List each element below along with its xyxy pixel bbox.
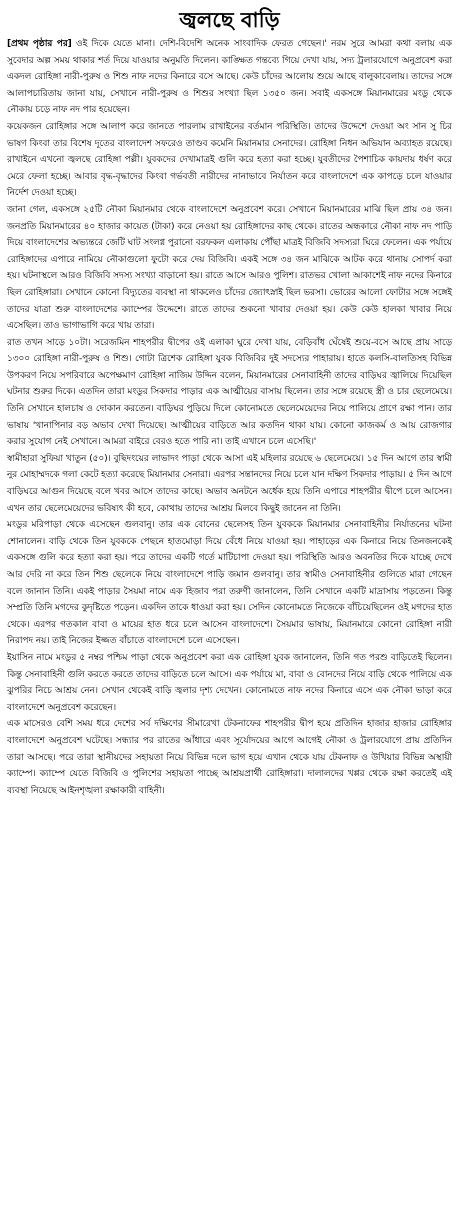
continued-tag: [প্রথম পৃষ্ঠার পর] [7, 39, 72, 49]
article-paragraph: এক মাসেরও বেশি সময় ধরে দেশের সর্ব দক্ষিণের সীমারেখা টেকনাফের শাহপরীর দ্বীপ হয়ে প্রতিদিন হাজার হাজার রোহিঙ্গার বাংলাদেশে অনুপ্রবেশ ঘটেছে। সন্ধ্যার পর রাতের আঁধারে এবং সূর্যোদয়ের আগে আগেই নৌকা ও ট্রলারযোগে প্রায় প্রতিদিন তারা আসছে। পরে তারা স্থানীয়দের সহায়তা নিয়ে বিভিন্ন দলে ভাগ হয়ে এখান থেকে যায় টেকনাফ ও উখিয়ার বিভিন্ন অস্থায়ী ক্যাম্পে। ক্যাম্পে যেতে বিজিবি ও পুলিশের সহায়তা পাচ্ছে আশ্রয়প্রার্থী রোহিঙ্গারা। দালালদের খপ্পর থেকে রক্ষা করতেই এই ব্যবস্থা নিয়েছে আইনশৃঙ্খলা রক্ষাকারী বাহিনী। [7, 719, 452, 796]
article-paragraph: জানা গেল, একসঙ্গে ২৫টি নৌকা মিয়ানমার থেকে বাংলাদেশে অনুপ্রবেশ করে। সেখানে মিয়ানমারের মাঝি ছিল প্রায় ৩৪ জন। জনপ্রতি মিয়ানমারের ৪০ হাজার কায়েত (টাকা) করে নেওয়া হয় রোহিঙ্গাদের কাছ থেকে। রাতের অন্ধকারে নৌকা নাফ নদ পাড়ি দিয়ে বাংলাদেশের অভ্যন্তরে জেটি ঘাট সংলগ্ন পুরানো বরফকল এলাকায় পৌঁছা মাত্রই বিজিবি সদস্যরা ঘিরে ফেলেন। এক পর্যায়ে রোহিঙ্গাদের এপারে নামিয়ে নৌকাগুলো ফুটো করে দেয় বিজিবি। একই সঙ্গে ৩৪ জন মাঝিকে আটক করে থানায় সোপর্দ করা হয়। ঘটনাস্থলে আরও বিজিবি সদস্য সংখ্যা বাড়ানো হয়। রাতে আসে আরও পুলিশ। রাতভর খোলা আকাশেই নাফ নদের কিনারে ছিল রোহিঙ্গারা। সেখানে কোনো বিদ্যুতের ব্যবস্থা না থাকলেও চাঁদের জ্যোৎস্নাই ছিল ভরসা। ভোরের আলো ফোটার সঙ্গে সঙ্গেই তাদের যাত্রা শুরু বাংলাদেশের ক্যাম্পের উদ্দেশে। রাতে তাদের শুকনো খাবার দেওয়া হয়। কেউ কেউ হালকা খাবার নিয়ে এসেছিল। তাও ভাগাভাগি করে খায় তারা। [7, 204, 452, 332]
article-paragraph: কয়েকজন রোহিঙ্গার সঙ্গে আলাপ করে জানতে পারলাম রাখাইনের বর্তমান পরিস্থিতি। তাদের উদ্দেশে দেওয়া অং সান সু চির ভাষণ কিংবা তার বিশেষ দূতের বাংলাদেশ সফরেও তাণ্ডব কমেনি মিয়ানমার সেনাদের। রোহিঙ্গা নিধন অভিযান অব্যাহত রয়েছে। রাখাইনে এখনো জ্বলছে রোহিঙ্গা পল্লী। যুবকদের দেখামাত্রই গুলি করে হত্যা করা হচ্ছে। যুবতীদের পৈশাচিক কায়দায় ধর্ষণ করে মেরে ফেলা হচ্ছে। আবার বৃদ্ধ-বৃদ্ধাদের কিংবা গর্ভবতী নারীদের নানাভাবে নির্যাতন করে বাংলাদেশে এক কাপড়ে চলে যাওয়ার নির্দেশ দেওয়া হচ্ছে। [7, 121, 452, 199]
article-paragraph: স্বামীহারা সুফিয়া খাতুন (৫০)। বুছিদংয়ের লাভাদং পাড়া থেকে আসা এই মহিলার রয়েছে ৬ ছেলেমেয়ে। ১৫ দিন আগে তার স্বামী নুর মোহাম্মদকে গলা কেটে হত্যা করেছে মিয়ানমার সেনারা। এরপর সন্তানদের নিয়ে চলে যান দক্ষিণ সিকদার পাড়ায়। ৫ দিন আগে বাড়িঘরে আগুন দিয়েছে বলে খবর আসে তাদের কাছে। অভাব অনটনে অর্ধেক হয়ে তিনি এপারে শাহপরীর দ্বীপে চলে আসেন। এখন তার ছেলেমেয়েদের ভবিষ্যৎ কী হবে, কোথায় তাদের আশ্রয় মিলবে কিছুই জানেন না তিনি। [7, 453, 452, 514]
headline: জ্বলছে বাড়ি [179, 8, 280, 32]
article-paragraph: মংডুর মরিপাড়া থেকে এসেছেন গুলবানু। তার এক বোনের ছেলেসহ তিন যুবককে মিয়ানমার সেনাবাহিনীর নির্যাতনের ঘটনা শোনালেন। বাড়ি থেকে তিন যুবককে পেছনে হাতমোড়া দিয়ে বেঁধে নিয়ে যাওয়া হয়। পাহাড়ের এক কিনারে নিয়ে তিনজনকেই একসঙ্গে গুলি করে হত্যা করা হয়। পরে তাদের একটি গর্তে মাটিচাপা দেওয়া হয়। পরিস্থিতি আরও অবনতির দিকে যাচ্ছে দেখে আর দেরি না করে তিন শিশু ছেলেকে নিয়ে বাংলাদেশে পাড়ি জমান গুলবানু। তার স্বামীও সেনাবাহিনীর গুলিতে মারা গেছেন বলে জানান তিনি। একই পাড়ার সৈয়মা নামে এক হিজাব পরা তরুণী জানালেন, তিনি সেখানে একটি মাদ্রাসায় পড়তেন। কিন্তু সম্প্রতি তিনি মগদের কুদৃষ্টিতে পড়েন। একদিন তাকে ধাওয়া করা হয়। সেদিন কোনোমতে নিজেকে বাঁচিয়েছিলেন ওই মগদের হাত থেকে। এরপর গতকাল বাবা ও মায়ের হাত ধরে চলে আসেন বাংলাদেশে। সৈয়মার ভাষায়, মিয়ানমারে কোনো রোহিঙ্গা নারী নিরাপদ নয়। তাই নিজের ইজ্জত বাঁচাতে বাংলাদেশে চলে এসেছেন। [7, 520, 452, 647]
paragraph-text: ওই দিকে যেতে মানা। দেশি-বিদেশি অনেক সাংবাদিক ফেরত গেছেন।' নরম সুরে আমরা কথা বলায় এক সুবেদার অল্প সময় থাকার শর্ত দিয়ে যাওয়ার অনুমতি দিলেন। কাঙ্ক্ষিত গন্তব্যে গিয়ে দেখা যায়, সদ্য ট্রলারযোগে অনুপ্রবেশ করা একদল রোহিঙ্গা নারী-পুরুষ ও শিশু নাফ নদের কিনারে বসে আছে। কেউ চাঁদের আলোয় শুয়ে আছে বালুকাবেলায়। তাদের সঙ্গে আলাপচারিতায় জানা যায়, সেখানে নারী-পুরুষ ও শিশুর সংখ্যা ছিল ১৩৫০ জন। সবাই একসঙ্গে মিয়ানমারের মংডু থেকে নৌকায় চড়ে নাফ নদ পার হয়েছেন। [7, 39, 452, 116]
article-body [7, 36, 452, 799]
article-paragraph: ইয়াসিন নামে মংডুর ৫ নম্বর পশ্চিম পাড়া থেকে অনুপ্রবেশ করা এক রোহিঙ্গা যুবক জানালেন, তিনি গত পরশু বাড়িতেই ছিলেন। কিন্তু সেনাবাহিনী গুলি করতে করতে তাদের বাড়িতে চলে আসে। এক পর্যায়ে মা, বাবা ও বোনদের নিয়ে বাড়ি থেকে পালিয়ে এক ঝুপরির নিচে আশ্রয় নেন। সেখান থেকেই বাড়ি জ্বলার দৃশ্য দেখেন। কোনোমতে নাফ নদের কিনারে এসে এক নৌকা ভাড়া করে বাংলাদেশে অনুপ্রবেশ করেছেন। [7, 652, 452, 713]
article-paragraph [7, 36, 452, 119]
article-paragraph: রাত তখন সাড়ে ১০টা। সরেজমিন শাহপরীর দ্বীপের ওই এলাকা ঘুরে দেখা যায়, বেড়িবাঁধ ঘেঁষেই শুয়ে-বসে আছে প্রায় সাড়ে ১৩০০ রোহিঙ্গা নারী-পুরুষ ও শিশু। গোটা ত্রিশেক রোহিঙ্গা যুবক বিজিবির দুই সদস্যের পাহারায়। হাতে কলসি-বালতিসহ বিভিন্ন উপকরণ নিয়ে সপরিবারে অপেক্ষমাণ রোহিঙ্গা নাজিম উদ্দিন বলেন, মিয়ানমারের সেনাবাহিনী তাদের বাড়িঘর জ্বালিয়ে দিয়েছিল ঘটনার শুরুর দিকে। এতদিন তারা মংডুর সিকদার পাড়ার এক আত্মীয়ের বাসায় ছিলেন। তার সঙ্গে রয়েছে স্ত্রী ও চার ছেলেমেয়ে। তিনি সেখানে হালচাষ ও দোকান করতেন। বাড়িঘর পুড়িয়ে দিলে কোনোমতে ছেলেমেয়েদের নিয়ে পালিয়ে প্রাণে রক্ষা পান। তার ভাষায় 'খানাপিনার বড় অভাব দেখা দিয়েছে। আত্মীয়ের বাড়িতে আর কতদিন থাকা যায়। কোনো কাজকর্ম ও আয় রোজগার করার সুযোগ নেই সেখানে। আমরা বাইরে বেরও হতে পারি না। তাই এখানে চলে এসেছি।' [7, 337, 452, 448]
